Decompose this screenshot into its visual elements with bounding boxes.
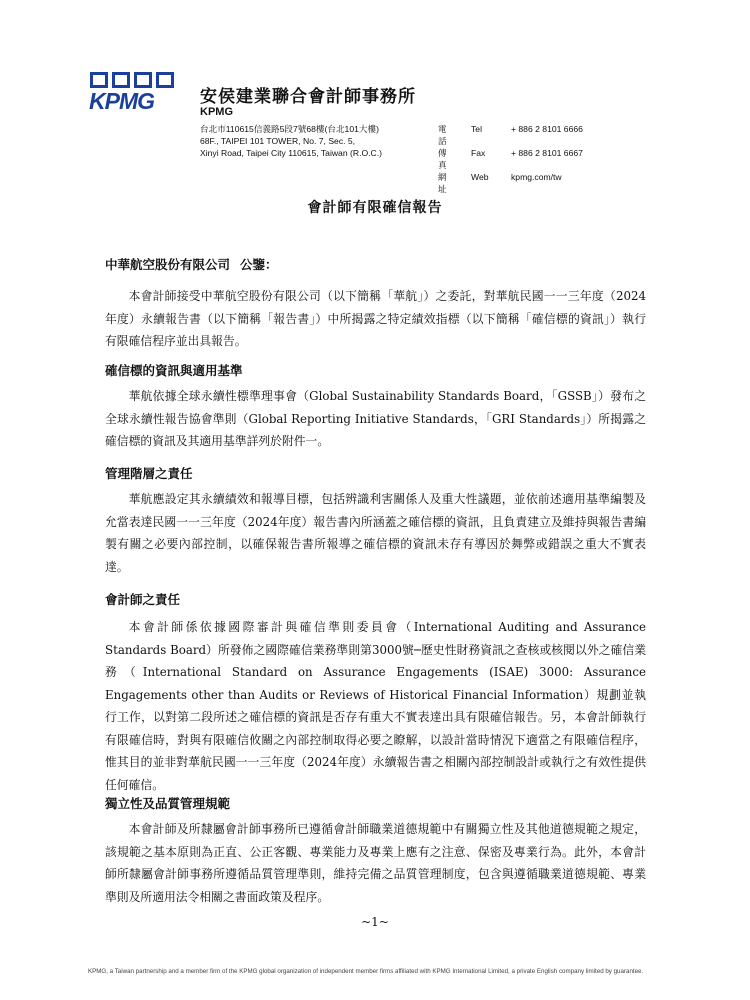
contact-row-tel — [438, 123, 621, 147]
contact-row-fax — [438, 147, 621, 171]
address-line: Xinyi Road, Taipei City 110615, Taiwan (R.O.C.) — [200, 148, 382, 158]
contact-label-cn: 傳 真 — [438, 148, 452, 170]
salutation: 公鑒： — [240, 257, 278, 272]
contact-value: kpmg.com/tw — [511, 172, 562, 182]
address-line: 68F., TAIPEI 101 TOWER, No. 7, Sec. 5, — [200, 136, 356, 146]
firm-contacts — [438, 123, 621, 195]
footer-disclaimer: KPMG, a Taiwan partnership and a member firm of the KPMG global organization of independent member firms affiliated with KPMG International Limited, a private English company limited by guarantee. — [88, 968, 644, 975]
page-number: ~1~ — [361, 915, 389, 929]
contact-label-en: Tel — [471, 124, 482, 134]
addressee-company: 中華航空股份有限公司 — [105, 257, 231, 272]
contact-label-en: Web — [471, 172, 489, 182]
firm-name-english: KPMG — [200, 106, 233, 118]
section-text-subject-matter: 華航依據全球永續性標準理事會（Global Sustainability Standards Board，「GSSB」）發布之全球永續性報告協會準則（Global Reporting Initiative Standards，「GRI Standards」）所揭露之確信標的資訊及其適用基準詳列於附件一。 — [105, 389, 646, 448]
section-heading-auditor: 會計師之責任 — [105, 592, 181, 607]
contact-label-en: Fax — [471, 148, 486, 158]
firm-address — [200, 123, 382, 159]
section-heading-management: 管理階層之責任 — [105, 466, 193, 481]
section-text-management: 華航應設定其永續績效和報導目標，包括辨識利害關係人及重大性議題，並依前述適用基準編製及允當表達民國一一三年度（2024年度）報告書內所涵蓋之確信標的資訊，且負責建立及維持與報告書編製有關之必要內部控制，以確保報告書所報導之確信標的資訊未存有導因於舞弊或錯誤之重大不實表達。 — [105, 492, 646, 574]
section-text-independence: 本會計師及所隸屬會計師事務所已遵循會計師職業道德規範中有關獨立性及其他道德規範之規定，該規範之基本原則為正直、公正客觀、專業能力及專業上應有之注意、保密及專業行為。此外，本會計師所隸屬會計師事務所遵循品質管理準則，維持完備之品質管理制度，包含與遵循職業道德規範、專業準則及所適用法令相關之書面政策及程序。 — [105, 822, 646, 904]
contact-value: + 886 2 8101 6666 — [511, 124, 583, 134]
addressee — [105, 255, 278, 273]
contact-label-cn: 網 址 — [438, 172, 452, 194]
report-title: 會計師有限確信報告 — [307, 200, 443, 216]
kpmg-logo — [88, 72, 180, 112]
firm-name-chinese: 安侯建業聯合會計師事務所 — [200, 87, 416, 107]
contact-row-web — [438, 171, 621, 195]
contact-label-cn: 電 話 — [438, 124, 452, 146]
kpmg-logo-text: KPMG — [89, 88, 154, 112]
section-heading-independence: 獨立性及品質管理規範 — [105, 796, 231, 811]
contact-value: + 886 2 8101 6667 — [511, 148, 583, 158]
intro-paragraph: 本會計師接受中華航空股份有限公司（以下簡稱「華航」）之委託，對華航民國一一三年度（2024年度）永續報告書（以下簡稱「報告書」）中所揭露之特定績效指標（以下簡稱「確信標的資訊」）執行有限確信程序並出具報告。 — [105, 289, 646, 348]
address-line: 台北市110615信義路5段7號68樓(台北101大樓) — [200, 124, 379, 134]
section-text-auditor: 本會計師係依據國際審計與確信準則委員會（International Auditing and Assurance Standards Board）所發佈之國際確信業務準則第3000號─歷史性財務資訊之查核或核閱以外之確信業務（International Standard on Assurance Engagements (ISAE) 3000: Assurance Engagements other than Audits or Reviews of Historical Financial Information）規劃並執行工作，以對第二段所述之確信標的資訊是否存有重大不實表達出具有限確信報告。另，本會計師執行有限確信時，對與有限確信攸關之內部控制取得必要之瞭解，以設計當時情況下適當之有限確信程序，惟其目的並非對華航民國一一三年度（2024年度）永續報告書之相關內部控制設計或執行之有效性提供任何確信。 — [105, 620, 646, 792]
section-heading-subject-matter: 確信標的資訊與適用基準 — [105, 363, 243, 378]
